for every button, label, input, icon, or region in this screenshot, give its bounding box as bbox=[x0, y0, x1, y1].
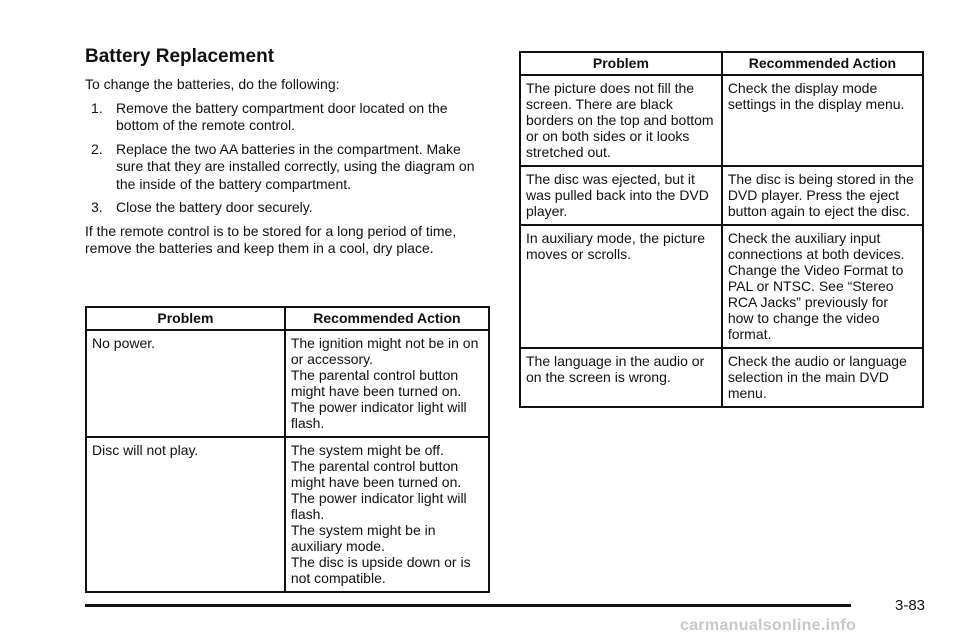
table-row bbox=[520, 348, 923, 407]
action-line: Change the Video Format to PAL or NTSC. See “Stereo RCA Jacks” previously for how to change the video format. bbox=[727, 262, 904, 342]
table-row bbox=[520, 75, 923, 166]
action-cell bbox=[285, 330, 489, 437]
troubleshooting-table-right bbox=[519, 51, 924, 408]
action-line: The disc is upside down or is not compatible. bbox=[290, 554, 471, 586]
intro-text: To change the batteries, do the following: bbox=[85, 76, 340, 92]
step-item bbox=[85, 199, 490, 217]
storage-note: If the remote control is to be stored for a long period of time, remove the batteries and keep them in a cool, dry place. bbox=[85, 222, 457, 256]
table-header-row bbox=[86, 307, 489, 330]
table-row bbox=[520, 166, 923, 225]
battery-replacement-section bbox=[85, 44, 490, 264]
step-number: 1. bbox=[91, 99, 103, 116]
steps-list bbox=[85, 100, 490, 217]
action-cell bbox=[722, 75, 923, 166]
page-number: 3-83 bbox=[895, 597, 926, 614]
table-row bbox=[86, 437, 489, 592]
problem-cell: The language in the audio or on the screen is wrong. bbox=[520, 348, 722, 407]
footer-divider bbox=[85, 604, 851, 607]
action-line: The parental control button might have been turned on. The power indicator light will flash. bbox=[290, 367, 467, 431]
problem-cell: In auxiliary mode, the picture moves or scrolls. bbox=[520, 225, 722, 348]
problem-cell: No power. bbox=[86, 330, 285, 437]
problem-cell: The picture does not fill the screen. There are black borders on the top and bottom or on both sides or it looks stretched out. bbox=[520, 75, 722, 166]
step-number: 2. bbox=[91, 140, 103, 157]
action-cell bbox=[722, 225, 923, 348]
step-text: Replace the two AA batteries in the compartment. Make sure that they are installed correctly, using the diagram on the inside of the battery compartment. bbox=[116, 140, 475, 192]
step-item bbox=[85, 100, 490, 135]
action-line: The system might be in auxiliary mode. bbox=[290, 522, 436, 554]
action-cell bbox=[722, 166, 923, 225]
troubleshooting-table-left bbox=[85, 306, 490, 593]
action-line: Check the audio or language selection in the main DVD menu. bbox=[727, 353, 907, 401]
section-heading: Battery Replacement bbox=[85, 46, 275, 67]
action-line: Check the auxiliary input connections at both devices. bbox=[727, 230, 905, 262]
step-number: 3. bbox=[91, 199, 103, 215]
action-line: Check the display mode settings in the display menu. bbox=[727, 80, 905, 112]
action-cell bbox=[722, 348, 923, 407]
column-header-action: Recommended Action bbox=[722, 52, 923, 75]
watermark: carmanualsonline.info bbox=[680, 617, 857, 634]
step-text: Close the battery door securely. bbox=[116, 199, 313, 215]
table-row bbox=[86, 330, 489, 437]
action-line: The system might be off. bbox=[290, 442, 444, 458]
problem-cell: The disc was ejected, but it was pulled back into the DVD player. bbox=[520, 166, 722, 225]
step-item bbox=[85, 141, 490, 194]
action-line: The ignition might not be in on or accessory. bbox=[290, 335, 479, 367]
action-line: The parental control button might have been turned on. The power indicator light will flash. bbox=[290, 458, 467, 522]
problem-cell: Disc will not play. bbox=[86, 437, 285, 592]
step-text: Remove the battery compartment door located on the bottom of the remote control. bbox=[116, 99, 448, 133]
table-row bbox=[520, 225, 923, 348]
column-header-problem: Problem bbox=[520, 52, 722, 75]
column-header-problem: Problem bbox=[86, 307, 285, 330]
action-line: The disc is being stored in the DVD player. Press the eject button again to eject the disc. bbox=[727, 171, 914, 219]
column-header-action: Recommended Action bbox=[285, 307, 489, 330]
table-header-row bbox=[520, 52, 923, 75]
action-cell bbox=[285, 437, 489, 592]
